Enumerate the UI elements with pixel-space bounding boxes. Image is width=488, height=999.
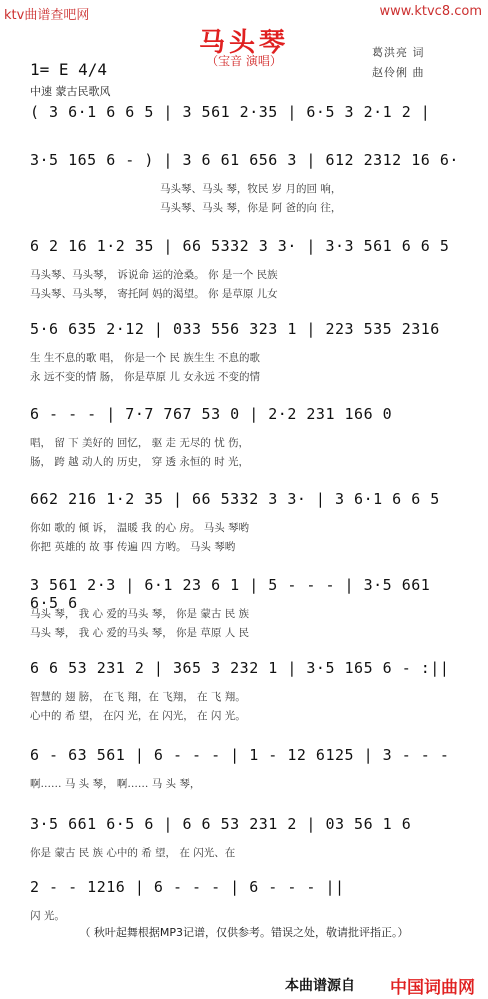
- lyricist-credit: 葛洪亮 词: [372, 46, 425, 59]
- tempo-marking: 中速 蒙古民歌风: [30, 85, 111, 98]
- notation-line: 3·5 165 6 - ) | 3 6 61 656 3 | 612 2312 16 6·: [30, 151, 459, 169]
- lyric-line-2: 永 远不变的情 肠， 你是草原 儿 女永远 不变的情: [30, 371, 261, 383]
- key-signature: 1= E 4/4: [30, 60, 108, 79]
- notation-line: ( 3 6·1 6 6 5 | 3 561 2·35 | 6·5 3 2·1 2 |: [30, 103, 431, 121]
- lyric-line-1: 马头 琴， 我 心 爱的马头 琴， 你是 蒙古 民 族: [30, 608, 250, 620]
- notation-line: 662 216 1·2 35 | 66 5332 3 3· | 3 6·1 6 6 5: [30, 490, 440, 508]
- lyric-line-2: 马头 琴， 我 心 爱的马头 琴， 你是 草原 人 民: [30, 627, 250, 639]
- notation-line: 6 6 53 231 2 | 365 3 232 1 | 3·5 165 6 - :||: [30, 659, 450, 677]
- notation-line: 6 - - - | 7·7 767 53 0 | 2·2 231 166 0: [30, 405, 393, 423]
- lyric-line-1: 马头琴、马头琴， 诉说命 运的沧桑。 你 是一个 民族: [30, 269, 278, 281]
- notation-line: 6 2 16 1·2 35 | 66 5332 3 3· | 3·3 561 6 6 5: [30, 237, 450, 255]
- notation-line: 2 - - 1216 | 6 - - - | 6 - - - ||: [30, 878, 345, 896]
- lyric-line-2: 马头琴、马头 琴，你是 阿 爸的向 往，: [160, 202, 342, 214]
- lyric-line-1: 生 生不息的歌 唱， 你是一个 民 族生生 不息的歌: [30, 352, 261, 364]
- lyric-line-1: 唱， 留 下 美好的 回忆， 驱 走 无尽的 忧 伤，: [30, 437, 250, 449]
- lyric-line-2: 马头琴、马头琴， 寄托阿 妈的渴望。 你 是草原 儿女: [30, 288, 278, 300]
- site-watermark-right: www.ktvc8.com: [379, 4, 482, 19]
- notation-line: 5·6 635 2·12 | 033 556 323 1 | 223 535 2316: [30, 320, 440, 338]
- transcriber-note: （ 秋叶起舞根据MP3记谱，仅供参考。错误之处，敬请批评指正。）: [79, 926, 409, 939]
- song-title: 马头琴: [198, 28, 289, 58]
- lyric-line-1: 闪 光。: [30, 910, 65, 922]
- lyric-line-2: 肠， 跨 越 动人的 历史， 穿 透 永恒的 时 光，: [30, 456, 250, 468]
- source-prefix: 本曲谱源自: [285, 978, 355, 994]
- source-site-logo: 中国词曲网: [390, 978, 475, 998]
- singer-label: （宝音 演唱）: [206, 54, 282, 68]
- lyric-line-1: 啊…… 马 头 琴， 啊…… 马 头 琴，: [30, 778, 201, 790]
- lyric-line-1: 你如 歌的 倾 诉， 温暖 我 的心 房。 马头 琴哟: [30, 522, 250, 534]
- composer-credit: 赵伶俐 曲: [372, 66, 425, 79]
- notation-line: 3·5 661 6·5 6 | 6 6 53 231 2 | 03 56 1 6: [30, 815, 412, 833]
- notation-line: 3 561 2·3 | 6·1 23 6 1 | 5 - - - | 3·5 661 6·5 6: [30, 576, 431, 612]
- lyric-line-2: 你把 英雄的 故 事 传遍 四 方哟。 马头 琴哟: [30, 541, 236, 553]
- lyric-line-1: 马头琴、马头 琴，牧民 岁 月的回 响，: [160, 183, 342, 195]
- lyric-line-1: 智慧的 翅 膀， 在飞 翔，在 飞翔， 在 飞 翔。: [30, 691, 246, 703]
- lyric-line-1: 你是 蒙古 民 族 心中的 希 望， 在 闪光、在: [30, 847, 236, 859]
- lyric-line-2: 心中的 希 望， 在闪 光，在 闪光， 在 闪 光。: [30, 710, 246, 722]
- notation-line: 6 - 63 561 | 6 - - - | 1 - 12 6125 | 3 - - -: [30, 746, 450, 764]
- site-watermark-left: ktv曲谱查吧网: [4, 8, 90, 23]
